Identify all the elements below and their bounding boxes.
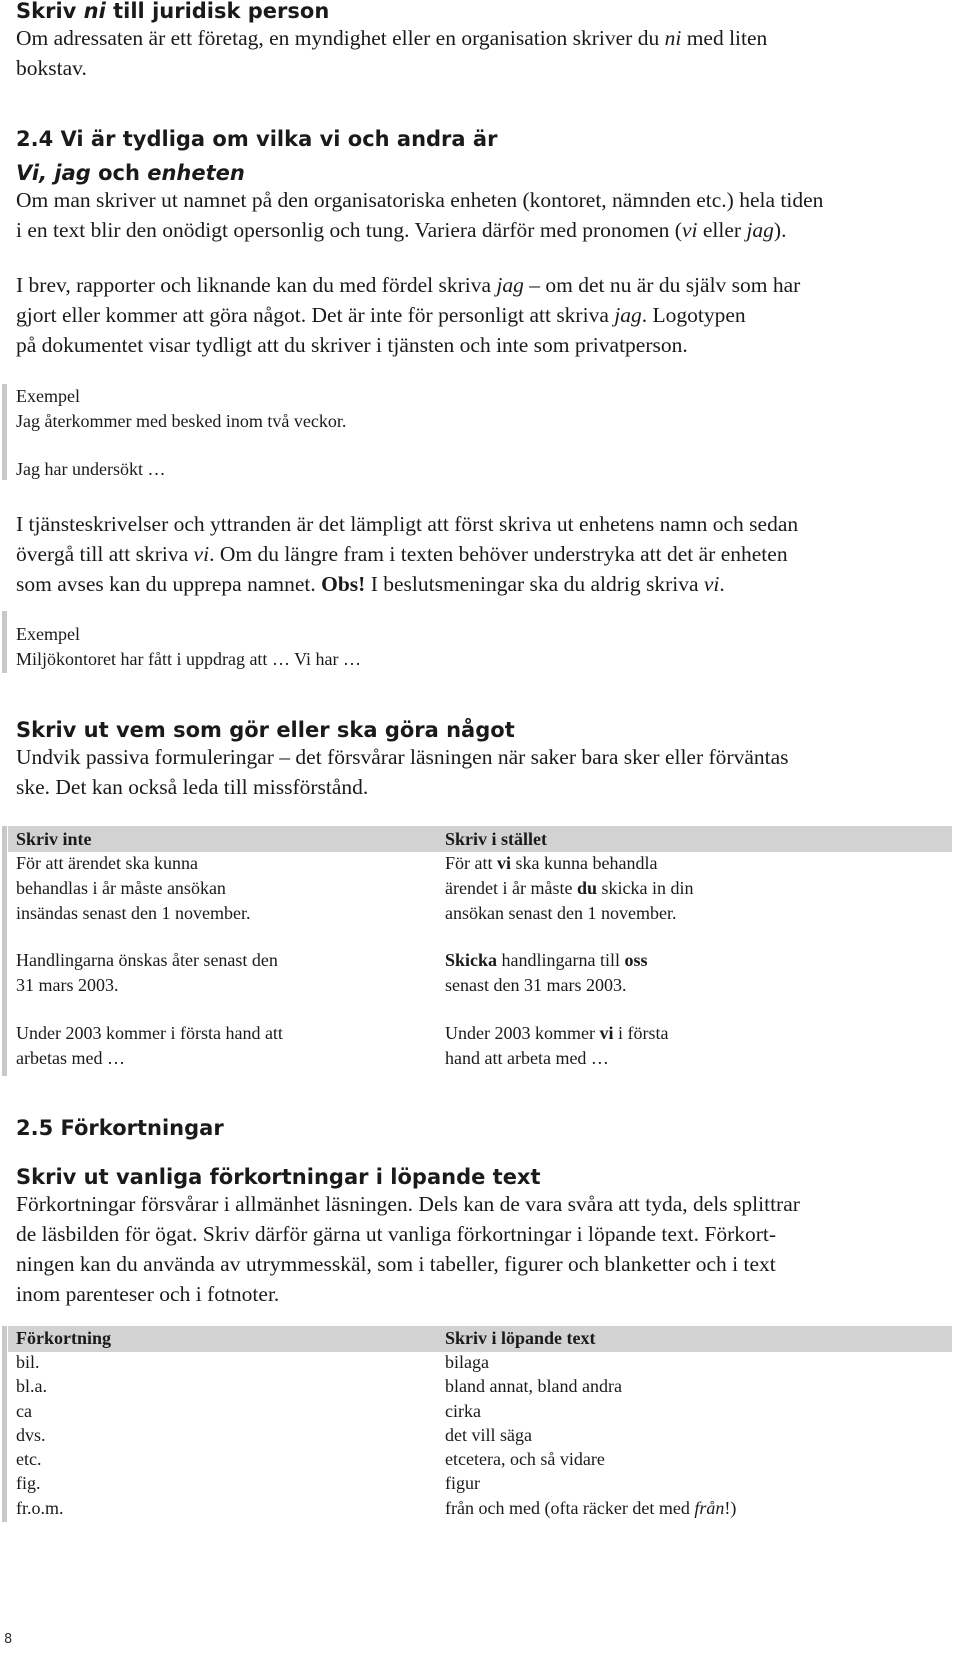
abbreviation-column	[16, 1350, 64, 1520]
table-header-cell: Förkortning	[16, 1328, 112, 1348]
table-cell: Under 2003 kommer vi i första hand att arbeta med …	[445, 1023, 669, 1068]
table-cell: Skicka handlingarna till oss senast den 31 mars 2003.	[445, 950, 648, 995]
table-bar	[2, 1326, 7, 1522]
paragraph-jag: I brev, rapporter och liknande kan du med fördel skriva jag – om det nu är du själv som har gjort eller kommer att göra något. Det är inte för personligt att skriva jag. Logotypen på dokumentet visar tydligt att du skriver i tjänsten och inte som privatperson.	[16, 273, 801, 357]
example-label: Exempel	[16, 624, 80, 644]
abbreviation: fr.o.m.	[16, 1497, 64, 1518]
example-label: Exempel	[16, 386, 80, 406]
page-number: 8	[4, 1632, 13, 1647]
abbreviation: fig.	[16, 1473, 41, 1494]
paragraph-passiva: Undvik passiva formuleringar – det försvårar läsningen när saker bara sker eller förväntas ske. Det kan också leda till missförstånd.	[16, 745, 789, 799]
section-heading-2-4: 2.4 Vi är tydliga om vilka vi och andra är	[16, 127, 498, 151]
paragraph-tjansteskrivelser: I tjänsteskrivelser och yttranden är det lämpligt att först skriva ut enhetens namn och sedan övergå till att skriva vi. Om du längre fram i texten behöver understryka att det är enheten som avses kan du upprepa namnet. Obs! I beslutsmeningar ska du aldrig skriva vi.	[16, 512, 799, 596]
abbreviation: bl.a.	[16, 1376, 47, 1397]
heading-skriv-ni: Skriv ni till juridisk person	[16, 0, 330, 23]
table-header-cell: Skriv i stället	[445, 829, 547, 849]
table-cell: Under 2003 kommer i första hand att arbetas med …	[16, 1023, 283, 1068]
expansion: bland annat, bland andra	[445, 1376, 622, 1397]
table-cell: För att ärendet ska kunna behandlas i år måste ansökan insändas senast den 1 november.	[16, 853, 251, 923]
example-line: Jag återkommer med besked inom två veckor.	[16, 411, 347, 431]
expansion: bilaga	[445, 1352, 489, 1372]
expansion: figur	[445, 1473, 480, 1494]
example-line: Jag har undersökt …	[16, 459, 166, 479]
expansion: det vill säga	[445, 1424, 532, 1445]
example-bar	[2, 384, 7, 480]
abbreviation: dvs.	[16, 1424, 46, 1445]
example-bar	[2, 611, 7, 673]
paragraph-ni: Om adressaten är ett företag, en myndighet eller en organisation skriver du ni med liten bokstav.	[16, 26, 768, 80]
subheading-forkortningar: Skriv ut vanliga förkortningar i löpande text	[16, 1165, 541, 1189]
expansion: etcetera, och så vidare	[445, 1449, 605, 1470]
abbreviation: bil.	[16, 1352, 40, 1372]
abbreviation: ca	[16, 1400, 32, 1421]
table-cell: För att vi ska kunna behandla ärendet i år måste du skicka in din ansökan senast den 1 november.	[445, 853, 694, 923]
abbreviation: etc.	[16, 1449, 42, 1470]
paragraph-forkortningar: Förkortningar försvårar i allmänhet läsningen. Dels kan de vara svåra att tyda, dels splittrar de läsbilden för ögat. Skriv därför gärna ut vanliga förkortningar i löpande text. Förkort- ningen kan du använda av utrymmesskäl, som i tabeller, figurer och blanketter och i text inom parenteser och i fotnoter.	[16, 1192, 800, 1306]
paragraph-enheten: Om man skriver ut namnet på den organisatoriska enheten (kontoret, nämnden etc.) hela tiden i en text blir den onödigt opersonlig och tung. Variera därför med pronomen (vi eller jag).	[16, 188, 824, 242]
expansion: cirka	[445, 1400, 481, 1421]
subheading-vi-jag-enheten: Vi, jag och enheten	[16, 161, 245, 185]
section-heading-2-5: 2.5 Förkortningar	[16, 1116, 224, 1140]
table-bar	[2, 826, 7, 1076]
expansion: från och med (ofta räcker det med från!)	[445, 1497, 737, 1518]
table-cell: Handlingarna önskas åter senast den 31 mars 2003.	[16, 950, 278, 995]
table-header-cell: Skriv i löpande text	[445, 1328, 596, 1348]
table-header-cell: Skriv inte	[16, 829, 92, 849]
expansion-column	[445, 1350, 736, 1520]
heading-skriv-ut-vem: Skriv ut vem som gör eller ska göra något	[16, 718, 515, 742]
example-line: Miljökontoret har fått i uppdrag att … Vi har …	[16, 649, 362, 669]
